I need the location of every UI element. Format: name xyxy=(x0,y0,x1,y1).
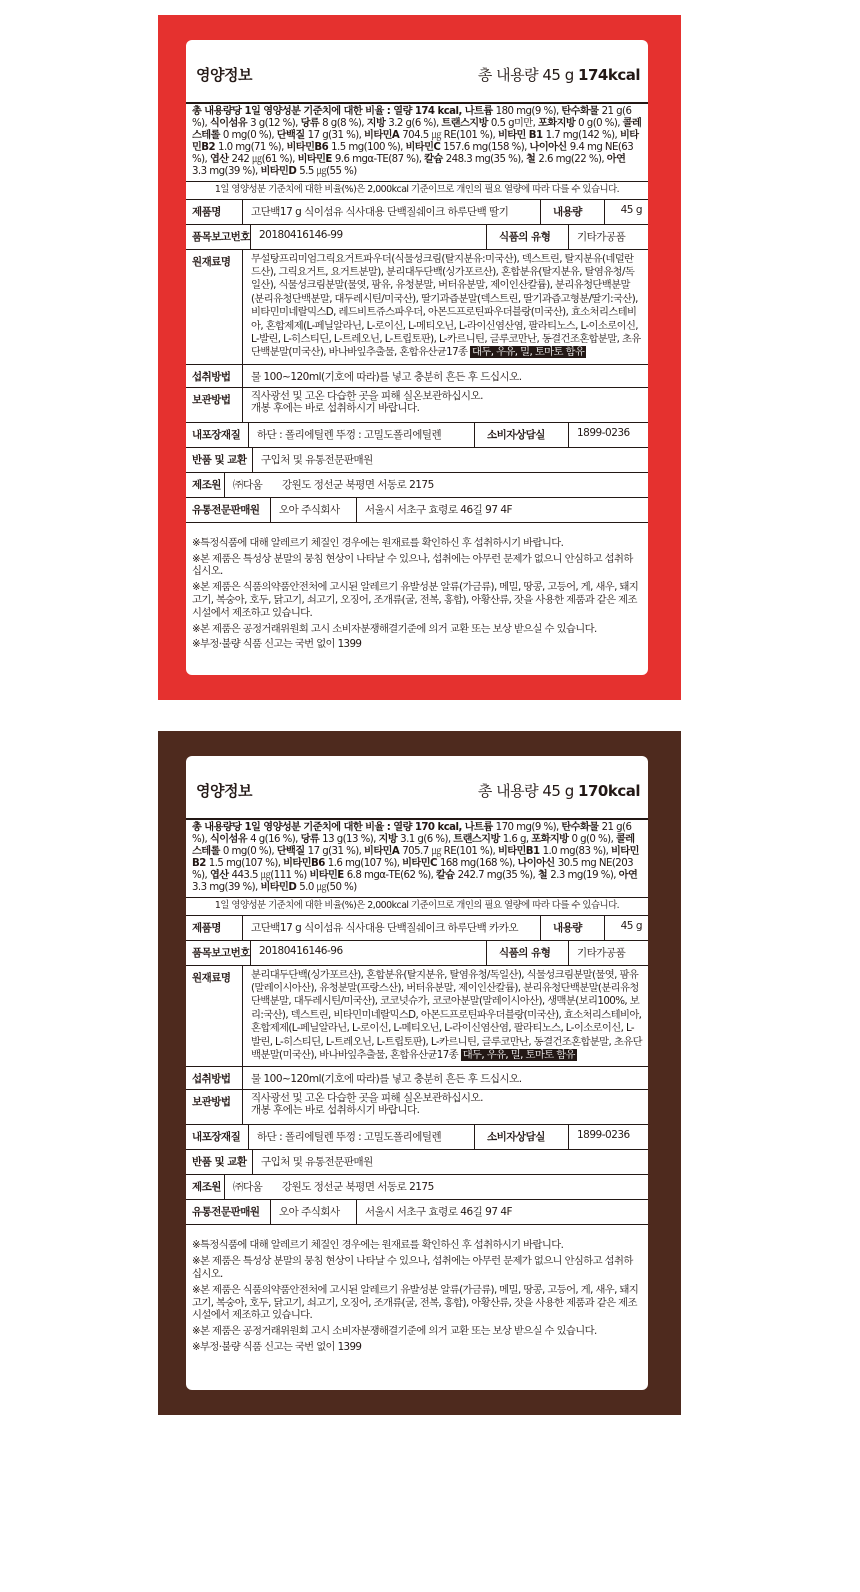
manufacturer-label: 제조원 xyxy=(192,478,221,491)
nutrient-name: 탄수화물 xyxy=(561,822,602,833)
nutrition-label-card xyxy=(186,40,648,675)
nutrient-name: 식이섬유 xyxy=(209,834,251,846)
ingredients-label: 원재료명 xyxy=(192,971,231,984)
nutrient-value: 5.0 ㎍(50 %) xyxy=(299,882,357,894)
packaging-label: 내포장재질 xyxy=(192,428,241,441)
daily-value-note: 1일 영양성분 기준치에 대한 비율(%)은 2,000kcal 기준이므로 개인의 필요 열량에 따라 다를 수 있습니다. xyxy=(186,181,648,199)
nutrient-value: 1.5 mg(107 %), xyxy=(208,858,284,870)
distributor-name: 오아 주식회사 xyxy=(270,1200,356,1224)
nutrient-value: 248.3 mg(35 %), xyxy=(445,154,527,166)
nutrient-value: 1.6 g, xyxy=(502,834,532,846)
product-name-value: 고단백17 g 식이섬유 식사대용 단백질쉐이크 하루단백 딸기 xyxy=(242,200,540,224)
nutrient-value: 3.3 mg(39 %), xyxy=(192,882,261,894)
intake-value: 물 100~120ml(기호에 따라)를 넣고 충분히 흔든 후 드십시오. xyxy=(242,365,648,387)
nutrient-value: 157.6 mg(158 %), xyxy=(443,142,530,154)
nutrient-name: 당류 xyxy=(300,118,323,130)
content-value: 45 g xyxy=(604,916,648,940)
consumer-center-label: 소비자상담실 xyxy=(474,1125,568,1149)
consumer-center-value: 1899-0236 xyxy=(568,1125,648,1149)
nutrient-name: 식이섬유 xyxy=(209,118,251,130)
nutrient-name: 철 xyxy=(537,870,551,882)
warning-item: ※부정·불량 식품 신고는 국번 없이 1399 xyxy=(192,1340,362,1353)
nutrient-value: 6.8 mgα-TE(62 %), xyxy=(346,870,437,882)
nutrient-name: 비타민A xyxy=(364,846,403,858)
nutrient-value: 8 g(8 %), xyxy=(322,118,367,130)
cacao-label-panel xyxy=(158,731,681,1415)
row-intake xyxy=(186,365,648,388)
nutrition-facts-text xyxy=(186,818,648,897)
intake-value: 물 100~120ml(기호에 따라)를 넣고 충분히 흔든 후 드십시오. xyxy=(242,1067,648,1089)
label-header xyxy=(186,40,648,102)
manufacturer-label: 제조원 xyxy=(192,1181,221,1194)
manufacturer-address: 강원도 정선군 북평면 서동로 2175 xyxy=(282,478,434,491)
nutrient-value: 17 g(31 %), xyxy=(307,846,365,858)
nutrient-value: 180 mg(9 %), xyxy=(495,106,562,117)
return-label: 반품 및 교환 xyxy=(192,1156,247,1169)
nutrient-value: 0 g(0 %), xyxy=(571,834,616,846)
nutrient-value: 170 mg(9 %), xyxy=(495,822,562,833)
food-type-value: 기타가공품 xyxy=(568,941,648,965)
distributor-address: 서울시 서초구 효령로 46길 97 4F xyxy=(356,1200,648,1224)
warning-item: ※본 제품은 식품의약품안전처에 고시된 알레르기 유발성분 알류(가금류), 메밀, 땅콩, 고등어, 게, 새우, 돼지고기, 복숭아, 호두, 닭고기, 쇠고기, 오징어, 조개류(굴, 전복, 홍합), 아황산류, 잣을 사용한 제품과 같은 제조시설에서 제조하고 있습니다. xyxy=(192,1283,639,1322)
row-return xyxy=(186,1150,648,1175)
nutrition-facts-text xyxy=(186,102,648,181)
intake-label: 섭취방법 xyxy=(192,1073,231,1086)
content-label: 내용량 xyxy=(540,200,604,224)
row-distributor xyxy=(186,498,648,523)
nutrient-value: 17 g(31 %), xyxy=(307,130,365,142)
nutrition-label-card xyxy=(186,756,648,1390)
report-number-value: 20180416146-96 xyxy=(250,941,486,965)
manufacturer-name: ㈜다움 xyxy=(224,473,274,497)
nutrient-value: 1.7 mg(142 %), xyxy=(545,130,620,142)
nutrient-name: 엽산 xyxy=(209,154,232,166)
storage-value: 직사광선 및 고온 다습한 곳을 피해 실온보관하십시오. 개봉 후에는 바로 섭취하시기 바랍니다. xyxy=(242,1090,648,1124)
nutrient-value: 1.0 mg(83 %), xyxy=(542,846,612,858)
ingredients-value: 분리대두단백(싱가포르산), 혼합분유(탈지분유, 탈염유청/독일산), 식물성크림분말(물엿, 팜유(말레이시아산), 유청분말(프랑스산), 버터유분말, 제이인산칼륨), 분리유청단백분말(분리유청단백분말, 대두레시틴/미국산), 코코넛슈가, 코코아분말(말레이시아산), 생맥분(보리100%, 보리:국산), 덱스트린, 비타민미네랄믹스D, 아몬드프로틴파우더블랑(미국산), 효소처리스테비아, 혼합제제(L-페닐알라닌, L-로이신, L-메티오닌, L-라이신염산염, 팔라티노스, L-이소로이신, L-발린, L-히스티딘, L-트레오닌, L-트립토판), L-카르니틴, 글루코만난, 동결건조혼합분말, 초유단백분말(미국산), 바나바잎추출물, 혼합유산균17종 대두, 우유, 밀, 토마토 함유 xyxy=(242,966,648,1067)
allergen-badge: 대두, 우유, 밀, 토마토 함유 xyxy=(472,346,585,359)
content-value: 45 g xyxy=(604,200,648,224)
nutrient-name: 비타민B2 xyxy=(192,846,639,870)
nutrient-name: 트랜스지방 xyxy=(453,834,503,846)
warning-item: ※본 제품은 공정거래위원회 고시 소비자분쟁해결기준에 의거 교환 또는 보상 받으실 수 있습니다. xyxy=(192,1325,597,1338)
nutrient-value: 242 ㎍(61 %), xyxy=(231,154,298,166)
nutrient-name: 탄수화물 xyxy=(561,106,602,117)
row-product-name xyxy=(186,916,648,941)
nutrient-name: 비타민A xyxy=(364,130,403,142)
nutrient-value: 1.5 mg(100 %), xyxy=(331,142,406,154)
row-report-number xyxy=(186,941,648,966)
nutrient-name: 칼슘 xyxy=(436,870,458,882)
row-report-number xyxy=(186,225,648,250)
row-return xyxy=(186,448,648,473)
packaging-label: 내포장재질 xyxy=(192,1131,241,1144)
allergen-badge: 대두, 우유, 밀, 토마토 함유 xyxy=(462,1049,575,1061)
nutrient-value: 1.0 mg(71 %), xyxy=(218,142,287,154)
storage-label: 보관방법 xyxy=(192,1096,231,1109)
nutrient-value: 9.4 mg NE(63 %), xyxy=(192,142,634,166)
nutrient-value: 3.1 g(6 %), xyxy=(400,834,454,846)
nutrient-name: 총 내용량당 1일 영양성분 기준치에 대한 비율 : 열량 170 kcal, 나트륨 xyxy=(192,822,496,833)
nutrient-name: 비타민B1 xyxy=(497,846,543,858)
warning-item: ※본 제품은 공정거래위원회 고시 소비자분쟁해결기준에 의거 교환 또는 보상 받으실 수 있습니다. xyxy=(192,622,597,635)
nutrient-name: 비타민B6 xyxy=(283,858,328,870)
return-value: 구입처 및 유통전문판매원 xyxy=(252,1150,648,1174)
nutrient-name: 단백질 xyxy=(276,846,308,858)
product-name-label: 제품명 xyxy=(192,921,221,934)
ingredients-value: 무설탕프리미엄그릭요거트파우더(식물성크림(탈지분유:미국산), 덱스트린, 탈지분유(네덜란드산), 그릭요거트, 요거트분말), 분리대두단백(싱가포르산), 혼합분유(탈지분유, 탈염유청/독일산), 식물성크림분말(물엿, 팜유, 유청분말, 버터유분말, 제이인산칼륨), 분리유청단백분말(분리유청단백분말, 대두레시틴/미국산), 딸기과즙분말(덱스트린, 딸기과즙고형분/딸기:국산), 비타민미네랄믹스D, 레드비트쥬스파우더, 아몬드프로틴파우더블랑(미국산), 효소처리스테비아, 혼합제제(L-페닐알라닌, L-로이신, L-메티오닌, L-라이신염산염, 팔라티노스, L-이소로이신, L-발린, L-히스티딘, L-트레오닌, L-트립토판), L-카르니틴, 글루코만난, 동결건조혼합분말, 초유단백분말(미국산), 바나바잎추출물, 혼합유산균17종 대두, 우유, 밀, 토마토 함유 xyxy=(242,250,648,364)
nutrient-name: 나이아신 xyxy=(529,142,570,154)
nutrient-name: 총 내용량당 1일 영양성분 기준치에 대한 비율 : 열량 174 kcal, 나트륨 xyxy=(192,106,496,117)
label-body xyxy=(186,102,648,665)
label-title: 영양정보 xyxy=(196,782,252,800)
nutrient-value: 0 g(0 %), xyxy=(578,118,623,130)
warning-item: ※특정식품에 대해 알레르기 체질인 경우에는 원재료를 확인하신 후 섭취하시기 바랍니다. xyxy=(192,536,564,549)
nutrient-name: 비타민E xyxy=(297,154,335,166)
nutrient-name: 비타민D xyxy=(260,882,300,894)
nutrient-name: 비타민B2 xyxy=(192,130,639,154)
nutrient-value: 13 g(13 %), xyxy=(322,834,379,846)
product-name-value: 고단백17 g 식이섬유 식사대용 단백질쉐이크 하루단백 카카오 xyxy=(242,916,540,940)
nutrient-value: 242.7 mg(35 %), xyxy=(457,870,538,882)
distributor-address: 서울시 서초구 효령로 46길 97 4F xyxy=(356,498,648,522)
row-distributor xyxy=(186,1200,648,1225)
warning-item: ※특정식품에 대해 알레르기 체질인 경우에는 원재료를 확인하신 후 섭취하시기 바랍니다. xyxy=(192,1239,564,1252)
row-packaging xyxy=(186,1125,648,1150)
nutrient-name: 포화지방 xyxy=(531,834,572,846)
food-type-label: 식품의 유형 xyxy=(486,941,568,965)
nutrient-name: 단백질 xyxy=(276,130,308,142)
return-value: 구입처 및 유통전문판매원 xyxy=(252,448,648,472)
nutrient-name: 지방 xyxy=(378,834,401,846)
row-ingredients xyxy=(186,966,648,1068)
warning-item: ※본 제품은 특성상 분말의 뭉침 현상이 나타날 수 있으나, 섭취에는 아무런 문제가 없으니 안심하고 섭취하십시오. xyxy=(192,1255,633,1280)
nutrient-name: 콜레스테롤 xyxy=(192,118,642,142)
intake-label: 섭취방법 xyxy=(192,370,231,383)
nutrient-name: 엽산 xyxy=(209,870,232,882)
nutrient-name: 지방 xyxy=(366,118,389,130)
row-intake xyxy=(186,1067,648,1090)
row-manufacturer xyxy=(186,1175,648,1200)
nutrient-name: 비타민B6 xyxy=(286,142,332,154)
nutrient-name: 콜레스테롤 xyxy=(192,834,635,858)
nutrient-value: 443.5 ㎍(111 %) xyxy=(231,870,310,882)
nutrient-value: 2.6 mg(22 %), xyxy=(538,154,607,166)
nutrient-value: 0 mg(0 %), xyxy=(222,130,277,142)
report-number-label: 품목보고번호 xyxy=(192,230,250,243)
ingredients-label: 원재료명 xyxy=(192,255,231,268)
nutrient-value: 4 g(16 %), xyxy=(250,834,301,846)
nutrient-value: 1.6 mg(107 %), xyxy=(327,858,403,870)
nutrient-name: 비타민C xyxy=(402,858,440,870)
nutrient-name: 비타민 B1 xyxy=(497,130,546,142)
storage-label: 보관방법 xyxy=(192,393,231,406)
nutrient-name: 트랜스지방 xyxy=(441,118,491,130)
product-name-label: 제품명 xyxy=(192,205,221,218)
nutrient-value: 21 g(6 %), xyxy=(192,106,632,130)
report-number-label: 품목보고번호 xyxy=(192,946,250,959)
nutrient-value: 3 g(12 %), xyxy=(250,118,301,130)
row-packaging xyxy=(186,423,648,448)
strawberry-label-panel xyxy=(158,15,681,700)
row-manufacturer xyxy=(186,473,648,498)
food-type-label: 식품의 유형 xyxy=(486,225,568,249)
distributor-label: 유통전문판매원 xyxy=(192,1206,260,1219)
product-info-table xyxy=(186,199,648,523)
warning-item: ※본 제품은 식품의약품안전처에 고시된 알레르기 유발성분 알류(가금류), 메밀, 땅콩, 고등어, 게, 새우, 돼지고기, 복숭아, 호두, 닭고기, 쇠고기, 오징어, 조개류(굴, 전복, 홍합), 아황산류, 잣을 사용한 제품과 같은 제조시설에서 제조하고 있습니다. xyxy=(192,581,639,619)
storage-value: 직사광선 및 고온 다습한 곳을 피해 실온보관하십시오. 개봉 후에는 바로 섭취하시기 바랍니다. xyxy=(242,388,648,422)
consumer-center-value: 1899-0236 xyxy=(568,423,648,447)
daily-value-note: 1일 영양성분 기준치에 대한 비율(%)은 2,000kcal 기준이므로 개인의 필요 열량에 따라 다를 수 있습니다. xyxy=(186,897,648,915)
nutrient-value: 0 mg(0 %), xyxy=(222,846,277,858)
label-title: 영양정보 xyxy=(196,66,252,84)
packaging-value: 하단 : 폴리에틸렌 뚜껑 : 고밀도폴리에틸렌 xyxy=(248,1125,474,1149)
nutrient-name: 당류 xyxy=(300,834,323,846)
product-info-table xyxy=(186,915,648,1226)
nutrient-name: 칼슘 xyxy=(424,154,446,166)
nutrient-name: 비타민D xyxy=(260,166,300,178)
nutrient-value: 9.6 mgα-TE(87 %), xyxy=(334,154,425,166)
distributor-label: 유통전문판매원 xyxy=(192,503,260,516)
nutrient-value: 3.2 g(6 %), xyxy=(388,118,442,130)
packaging-value: 하단 : 폴리에틸렌 뚜껑 : 고밀도폴리에틸렌 xyxy=(248,423,474,447)
nutrient-value: 704.5 ㎍ RE(101 %), xyxy=(402,130,498,142)
nutrient-name: 아연 xyxy=(618,870,638,882)
nutrient-name: 비타민E xyxy=(309,870,347,882)
nutrient-value: 21 g(6 %), xyxy=(192,822,632,846)
consumer-center-label: 소비자상담실 xyxy=(474,423,568,447)
nutrient-value: 0.5 g미만, xyxy=(490,118,538,130)
warning-item: ※부정·불량 식품 신고는 국번 없이 1399 xyxy=(192,638,362,651)
nutrient-value: 30.5 mg NE(203 %), xyxy=(192,858,634,882)
nutrient-name: 포화지방 xyxy=(537,118,579,130)
row-storage xyxy=(186,1090,648,1125)
report-number-value: 20180416146-99 xyxy=(250,225,486,249)
manufacturer-name: ㈜다움 xyxy=(224,1175,274,1199)
nutrient-name: 아연 xyxy=(606,154,626,166)
row-storage xyxy=(186,388,648,423)
warning-notices xyxy=(186,523,648,658)
label-header xyxy=(186,756,648,818)
total-content: 총 내용량 45 g 170kcal xyxy=(477,782,640,800)
warning-notices xyxy=(186,1225,648,1360)
nutrient-name: 철 xyxy=(526,154,539,166)
warning-item: ※본 제품은 특성상 분말의 뭉침 현상이 나타날 수 있으나, 섭취에는 아무런 문제가 없으니 안심하고 섭취하십시오. xyxy=(192,552,633,578)
nutrient-name: 나이아신 xyxy=(517,858,558,870)
nutrient-value: 2.3 mg(19 %), xyxy=(550,870,619,882)
row-product-name xyxy=(186,200,648,225)
manufacturer-address: 강원도 정선군 북평면 서동로 2175 xyxy=(282,1181,434,1194)
nutrient-value: 168 mg(168 %), xyxy=(439,858,518,870)
nutrient-name: 비타민C xyxy=(405,142,444,154)
return-label: 반품 및 교환 xyxy=(192,453,247,466)
nutrient-value: 3.3 mg(39 %), xyxy=(192,166,261,178)
row-ingredients xyxy=(186,250,648,365)
label-body xyxy=(186,818,648,1380)
nutrient-value: 705.7 ㎍ RE(101 %), xyxy=(402,846,498,858)
food-type-value: 기타가공품 xyxy=(568,225,648,249)
total-content: 총 내용량 45 g 174kcal xyxy=(477,66,640,84)
nutrient-value: 5.5 ㎍(55 %) xyxy=(299,166,357,178)
content-label: 내용량 xyxy=(540,916,604,940)
distributor-name: 오아 주식회사 xyxy=(270,498,356,522)
